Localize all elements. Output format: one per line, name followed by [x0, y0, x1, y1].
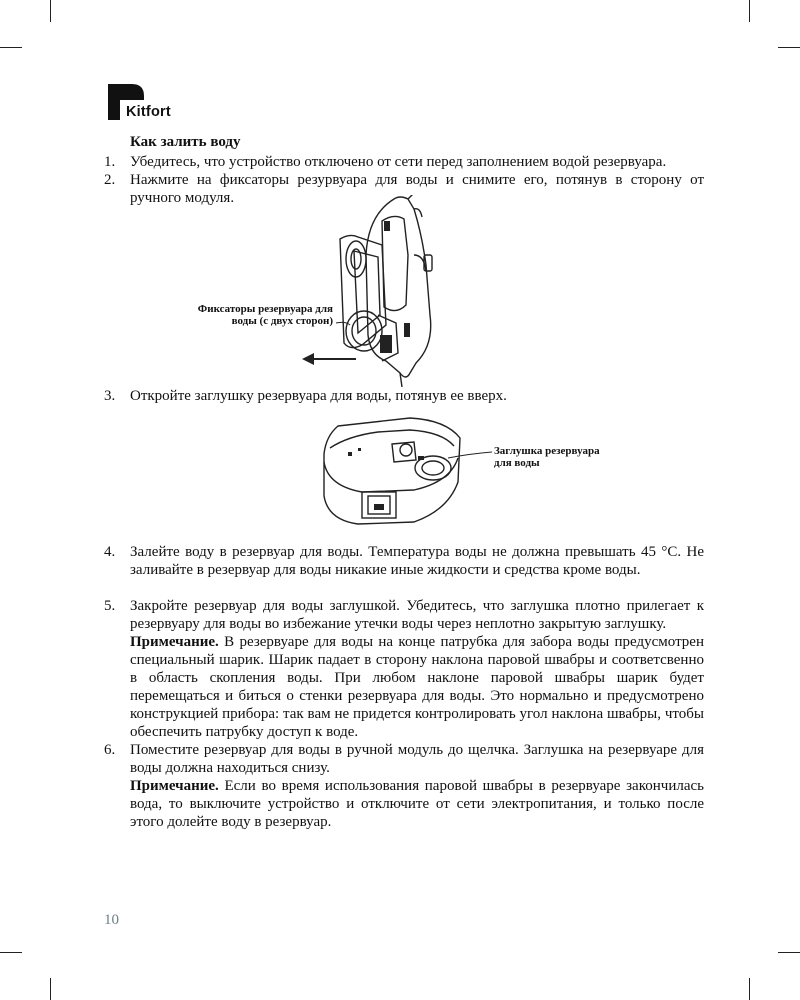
step-note	[130, 633, 704, 741]
crop-mark	[749, 978, 750, 1000]
list-item	[104, 153, 704, 171]
step-note	[130, 777, 704, 831]
plug-callout	[494, 445, 600, 469]
step-text: Залейте воду в резервуар для воды. Температура воды не должна превышать 45 °С. Не заливайте в резервуар для воды никакие иные жидкости и средства кроме воды.	[130, 544, 704, 578]
crop-mark	[50, 978, 51, 1000]
step-text: Закройте резервуар для воды заглушкой. Убедитесь, что заглушка плотно прилегает к резервуару для воды во избежание утечки воды через неплотно закрытую заглушку.	[130, 598, 704, 632]
step-number: 5.	[104, 598, 116, 614]
latch-callout	[178, 303, 333, 327]
note-label: Примечание.	[130, 778, 219, 794]
crop-mark	[749, 0, 750, 22]
list-item	[104, 387, 704, 405]
section-title: Как залить воду	[130, 134, 241, 150]
step-text: Нажмите на фиксаторы резурвуара для воды и снимите его, потянув в сторону от ручного модуля.	[130, 172, 704, 206]
handheld-module-illustration	[296, 195, 466, 387]
note-label: Примечание.	[130, 634, 219, 650]
callout-line: для воды	[494, 457, 540, 469]
water-tank-illustration	[318, 412, 498, 534]
crop-mark	[50, 0, 51, 22]
list-item	[104, 597, 704, 741]
step-text: Откройте заглушку резервуара для воды, потянув ее вверх.	[130, 388, 507, 404]
crop-mark	[778, 952, 800, 953]
list-item	[104, 543, 704, 579]
callout-line: Заглушка резервуара	[494, 445, 600, 457]
step-number: 2.	[104, 172, 116, 188]
callout-line: воды (с двух сторон)	[231, 315, 333, 327]
step-number: 1.	[104, 154, 116, 170]
callout-line: Фиксаторы резервуара для	[197, 303, 333, 315]
note-text: Если во время использования паровой швабры в резервуаре закончилась вода, то выключите устройство и отключите от сети электропитания, и только после этого долейте воду в резервуар.	[130, 778, 704, 830]
step-text: Поместите резервуар для воды в ручной модуль до щелчка. Заглушка на резервуаре для воды должна находиться снизу.	[130, 742, 704, 776]
step-text: Убедитесь, что устройство отключено от сети перед заполнением водой резервуара.	[130, 154, 667, 170]
crop-mark	[0, 47, 22, 48]
note-text: В резервуаре для воды на конце патрубка для забора воды предусмотрен специальный шарик. Шарик падает в сторону наклона паровой швабры и соответсвенно в область скопления воды. При любом наклоне паровой швабры шарик будет перемещаться и биться о стенки резервуара для воды. Это нормально и предусмотрено конструкцией прибора: так вам не придется контролировать угол наклона швабры, чтобы обеспечить патрубку доступ к воде.	[130, 634, 704, 740]
brand-name: Kitfort	[126, 104, 171, 120]
crop-mark	[778, 47, 800, 48]
step-number: 3.	[104, 388, 116, 404]
step-number: 6.	[104, 742, 116, 758]
step-number: 4.	[104, 544, 116, 560]
page-number: 10	[104, 912, 119, 928]
crop-mark	[0, 952, 22, 953]
list-item	[104, 741, 704, 831]
